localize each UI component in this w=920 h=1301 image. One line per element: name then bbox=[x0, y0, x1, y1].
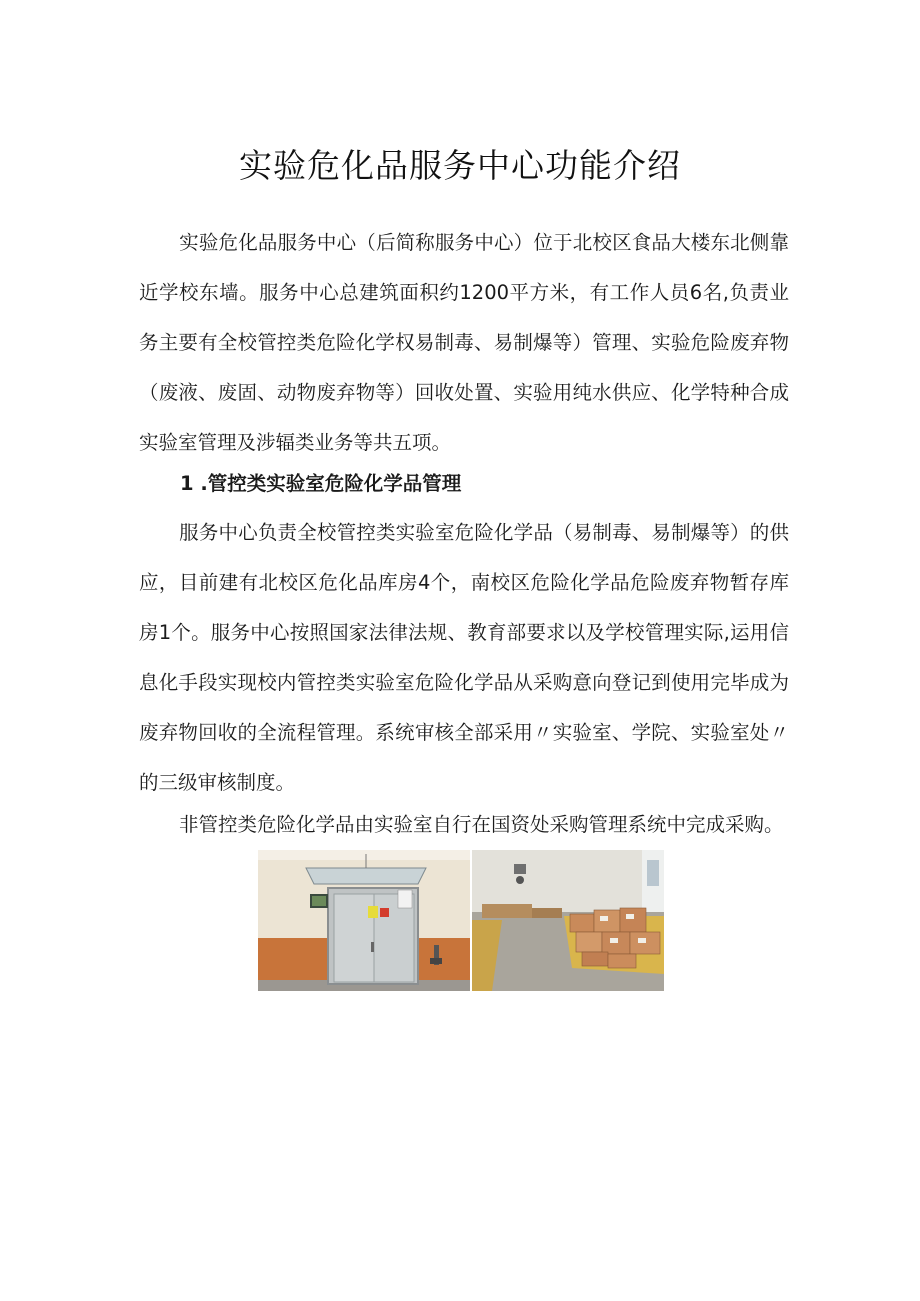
storehouse-exterior-photo bbox=[258, 850, 470, 991]
intro-text: 实验危化品服务中心（后简称服务中心）位于北校区食品大楼东北侧靠近学校东墙。服务中心总建筑面积约1200平方米，有工作人员6名,负责业务主要有全校管控类危险化学权易制毒、易制爆等）管理、实验危险废弃物（废液、废固、动物废弃物等）回收处置、实验用纯水供应、化学特种合成实验室管理及涉辐类业务等共五项。 bbox=[139, 231, 789, 454]
section-body-paragraph bbox=[139, 508, 789, 808]
document-title: 实验危化品服务中心功能介绍 bbox=[239, 146, 681, 185]
note-text: 非管控类危险化学品由实验室自行在国资处采购管理系统中完成采购。 bbox=[179, 813, 784, 836]
section-body-text: 服务中心负责全校管控类实验室危险化学品（易制毒、易制爆等）的供应，目前建有北校区危化品库房4个，南校区危险化学品危险废弃物暂存库房1个。服务中心按照国家法律法规、教育部要求以及学校管理实际,运用信息化手段实现校内管控类实验室危险化学品从采购意向登记到使用完毕成为废弃物回收的全流程管理。系统审核全部采用〃实验室、学院、实验室处〃的三级审核制度。 bbox=[139, 521, 789, 794]
storehouse-exterior-image bbox=[258, 850, 470, 991]
storehouse-interior-image bbox=[472, 850, 664, 991]
storehouse-interior-photo bbox=[472, 850, 664, 991]
section-heading: 1 .管控类实验室危险化学品管理 bbox=[180, 472, 462, 495]
photo-strip bbox=[258, 850, 664, 991]
note-paragraph bbox=[139, 800, 789, 850]
intro-paragraph bbox=[139, 218, 789, 468]
